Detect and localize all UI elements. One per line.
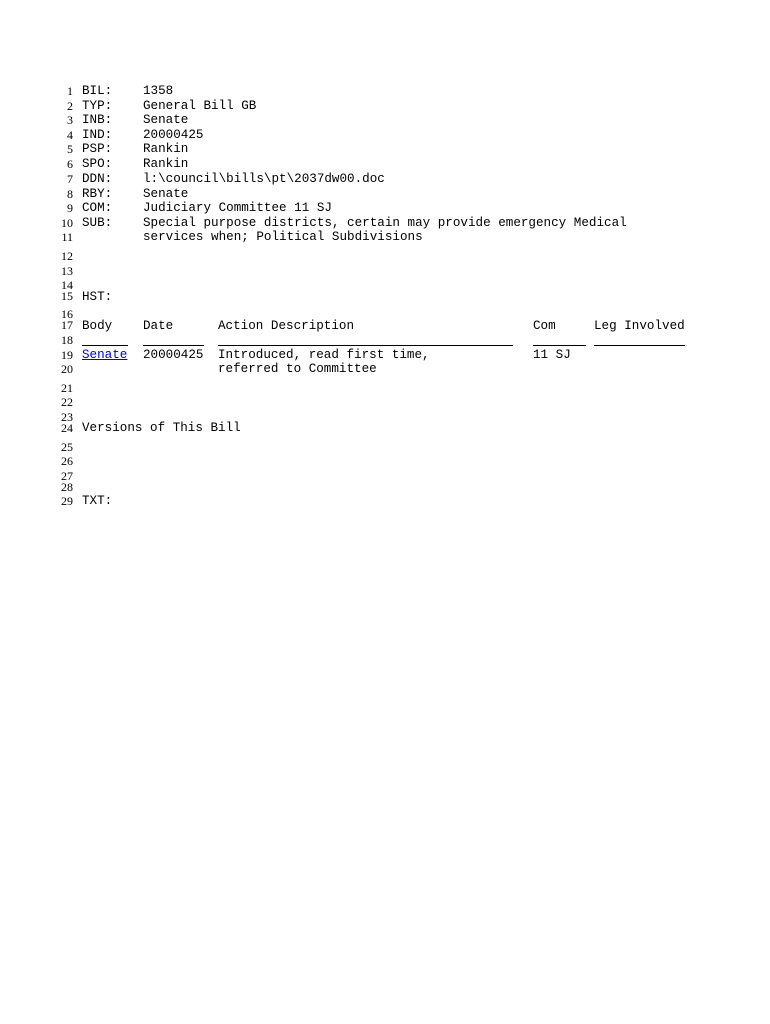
field-label-typ: TYP: <box>82 99 113 113</box>
line-number: 14 <box>61 278 73 292</box>
line-number: 22 <box>61 395 73 409</box>
versions-label: Versions of This Bill <box>82 421 241 435</box>
field-value-spo: Rankin <box>143 157 189 171</box>
line-number: 1 <box>67 84 73 98</box>
history-header-body: Body <box>82 319 113 333</box>
field-label-bil: BIL: <box>82 84 113 98</box>
history-body-link[interactable]: Senate <box>82 348 128 362</box>
history-date: 20000425 <box>143 348 204 362</box>
line-number: 29 <box>61 494 73 508</box>
field-value-bil: 1358 <box>143 84 174 98</box>
line-number: 13 <box>61 264 73 278</box>
line-number: 15 <box>61 289 73 303</box>
field-label-psp: PSP: <box>82 142 113 156</box>
line-number: 4 <box>67 128 73 142</box>
field-value-rby: Senate <box>143 187 189 201</box>
history-header-leg: Leg Involved <box>594 319 685 333</box>
field-label-com: COM: <box>82 201 113 215</box>
field-value-ddn: l:\council\bills\pt\2037dw00.doc <box>143 172 385 186</box>
line-number: 9 <box>67 201 73 215</box>
header-underline-date <box>143 345 204 346</box>
line-number: 10 <box>61 216 73 230</box>
line-number: 3 <box>67 113 73 127</box>
field-label-inb: INB: <box>82 113 113 127</box>
history-action: Introduced, read first time, <box>218 348 430 362</box>
field-label-sub: SUB: <box>82 216 113 230</box>
header-underline-action <box>218 345 513 346</box>
line-number: 12 <box>61 249 73 263</box>
field-label-spo: SPO: <box>82 157 113 171</box>
field-label-ind: IND: <box>82 128 113 142</box>
line-number: 6 <box>67 157 73 171</box>
hst-label: HST: <box>82 290 113 304</box>
field-value-typ: General Bill GB <box>143 99 257 113</box>
txt-label: TXT: <box>82 494 113 508</box>
line-number: 20 <box>61 362 73 376</box>
line-number: 26 <box>61 454 73 468</box>
field-label-rby: RBY: <box>82 187 113 201</box>
history-header-action: Action Description <box>218 319 355 333</box>
history-header-com: Com <box>533 319 556 333</box>
line-number: 23 <box>61 410 73 424</box>
line-number: 7 <box>67 172 73 186</box>
line-number: 11 <box>61 230 73 244</box>
line-number: 18 <box>61 333 73 347</box>
field-value-sub: Special purpose districts, certain may provide emergency Medical <box>143 216 627 230</box>
header-underline-com <box>533 345 586 346</box>
history-com: 11 SJ <box>533 348 571 362</box>
line-number: 24 <box>61 421 73 435</box>
header-underline-body <box>82 345 128 346</box>
field-value-sub-continued: services when; Political Subdivisions <box>143 230 423 244</box>
line-number: 17 <box>61 318 73 332</box>
history-action-continued: referred to Committee <box>218 362 377 376</box>
field-value-inb: Senate <box>143 113 189 127</box>
line-number: 2 <box>67 99 73 113</box>
line-number: 27 <box>61 469 73 483</box>
line-number: 28 <box>61 480 73 494</box>
line-number: 25 <box>61 440 73 454</box>
line-number: 8 <box>67 187 73 201</box>
line-number: 5 <box>67 142 73 156</box>
line-number: 21 <box>61 381 73 395</box>
history-header-date: Date <box>143 319 174 333</box>
field-value-psp: Rankin <box>143 142 189 156</box>
header-underline-leg <box>594 345 685 346</box>
field-value-com: Judiciary Committee 11 SJ <box>143 201 332 215</box>
field-value-ind: 20000425 <box>143 128 204 142</box>
field-label-ddn: DDN: <box>82 172 113 186</box>
line-number: 19 <box>61 348 73 362</box>
line-number: 16 <box>61 307 73 321</box>
